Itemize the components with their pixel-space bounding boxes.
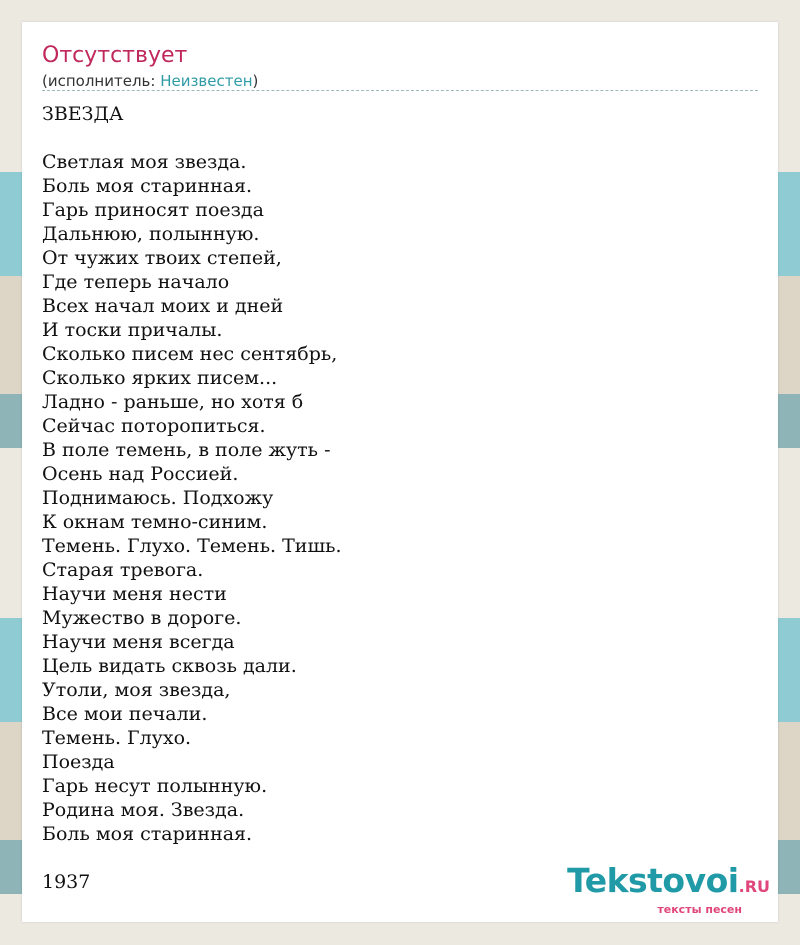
stanza-gap	[42, 846, 342, 870]
logo-tld: .RU	[738, 877, 770, 896]
artist-line	[42, 71, 258, 91]
logo-name: Tekstovoi	[567, 861, 739, 900]
lyrics-line: Светлая моя звезда.	[42, 151, 247, 173]
lyrics-line: Сейчас поторопиться.	[42, 415, 266, 437]
lyrics-line: Мужество в дороге.	[42, 607, 242, 629]
lyrics-line: Цель видать сквозь дали.	[42, 655, 297, 677]
lyrics-line: Научи меня всегда	[42, 631, 235, 653]
lyrics-heading: ЗВЕЗДА	[42, 103, 124, 125]
lyrics-line: Старая тревога.	[42, 559, 204, 581]
lyrics-line: Утоли, моя звезда,	[42, 679, 231, 701]
lyrics-line: Поднимаюсь. Подхожу	[42, 487, 274, 509]
lyrics-year: 1937	[42, 871, 91, 893]
lyrics-line: В поле темень, в поле жуть -	[42, 439, 331, 461]
lyrics-line: Сколько писем нес сентябрь,	[42, 343, 338, 365]
lyrics-line: Темень. Глухо. Темень. Тишь.	[42, 535, 342, 557]
lyrics-line: Научи меня нести	[42, 583, 227, 605]
lyrics-line: От чужих твоих степей,	[42, 247, 282, 269]
lyrics-line: И тоски причалы.	[42, 319, 223, 341]
logo-wordmark	[567, 861, 770, 904]
song-title: Отсутствует	[42, 43, 188, 68]
lyrics-line: Гарь приносят поезда	[42, 199, 264, 221]
lyrics-card	[22, 22, 778, 922]
lyrics-line: Поезда	[42, 751, 115, 773]
lyrics-line: Все мои печали.	[42, 703, 208, 725]
lyrics-line: Дальнюю, полынную.	[42, 223, 260, 245]
lyrics-line: Темень. Глухо.	[42, 727, 192, 749]
artist-prefix: (исполнитель:	[42, 72, 161, 90]
site-logo[interactable]	[567, 861, 770, 916]
lyrics-line: Осень над Россией.	[42, 463, 239, 485]
lyrics-line: Всех начал моих и дней	[42, 295, 284, 317]
artist-link[interactable]: Неизвестен	[160, 72, 253, 90]
lyrics-line: К окнам темно-синим.	[42, 511, 268, 533]
lyrics-line: Гарь несут полынную.	[42, 775, 268, 797]
logo-tagline: тексты песен	[657, 903, 742, 916]
lyrics-lines	[42, 150, 342, 846]
lyrics-line: Боль моя старинная.	[42, 823, 253, 845]
artist-suffix: )	[252, 72, 259, 90]
title-divider	[42, 90, 758, 91]
lyrics-line: Сколько ярких писем...	[42, 367, 278, 389]
lyrics-line: Где теперь начало	[42, 271, 230, 293]
lyrics-line: Ладно - раньше, но хотя б	[42, 391, 304, 413]
lyrics-text	[42, 102, 342, 894]
lyrics-line: Боль моя старинная.	[42, 175, 253, 197]
lyrics-line: Родина моя. Звезда.	[42, 799, 245, 821]
stanza-gap	[42, 126, 342, 150]
